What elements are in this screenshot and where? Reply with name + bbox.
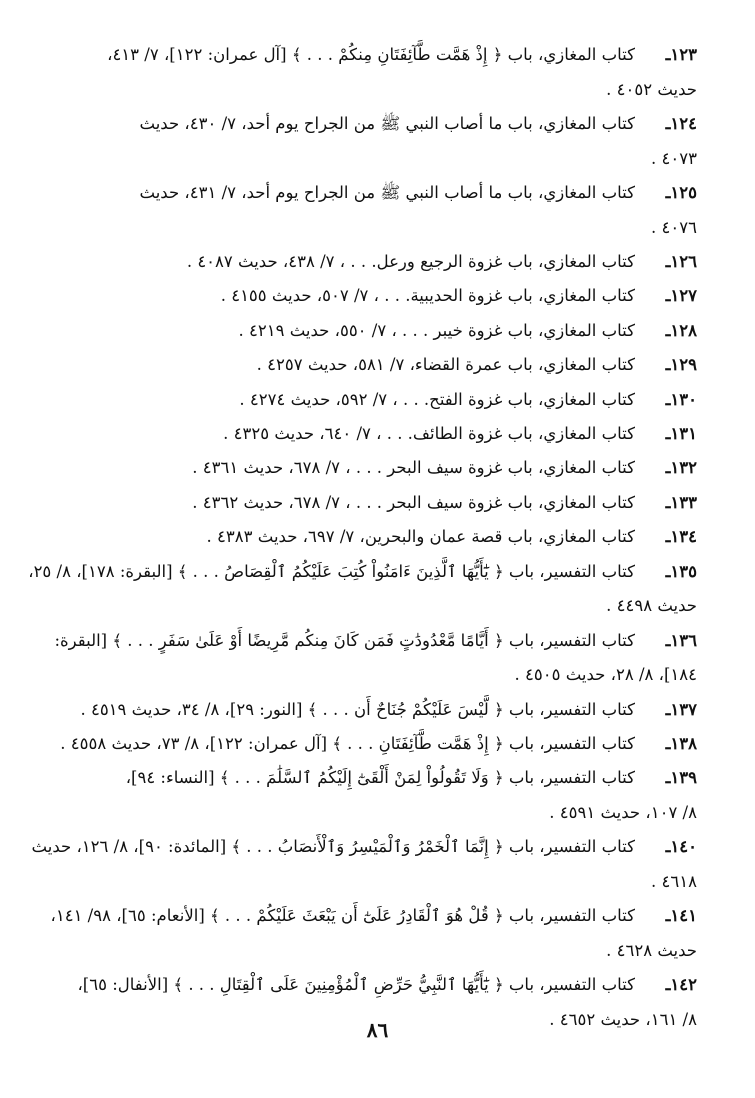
list-item (28, 279, 697, 313)
list-item (28, 417, 697, 451)
entry-text-continued: حديث ٤٤٩٨ . (606, 596, 697, 616)
entry-text-continued: ٨/ ١٠٧، حديث ٤٥٩١ . (549, 802, 697, 822)
list-item (28, 761, 697, 830)
list-item (28, 693, 697, 727)
list-item (28, 899, 697, 968)
entry-number: ١٣١ـ (665, 424, 697, 444)
entry-text: كتاب المغازي، باب ما أصاب النبي ﷺ من الجراح يوم أحد، ٧/ ٤٣١، حديث (139, 183, 635, 202)
entry-number: ١٢٨ـ (665, 320, 697, 340)
entry-text: كتاب التفسير، باب ﴿ أَيَّامًا مَّعْدُودَٰتٍ فَمَن كَانَ مِنكُم مَّرِيضًا أَوْ عَلَىٰ سَفَرٍ . . . ﴾ [البقرة: (54, 630, 635, 650)
entry-number: ١٢٣ـ (665, 45, 697, 64)
page-number: ٨٦ (366, 1018, 389, 1042)
list-item (28, 348, 697, 382)
list-item (28, 451, 697, 485)
list-item (28, 624, 697, 693)
list-item (28, 555, 697, 624)
list-item (28, 176, 697, 245)
entry-text-continued: ٤٠٧٣ . (651, 148, 697, 168)
entry-text: كتاب التفسير، باب ﴿ يَٰٓأَيُّهَا ٱلَّذِينَ ءَامَنُواْ كُتِبَ عَلَيْكُمُ ٱلْقِصَاصُ . . . ﴾ [البقرة: ١٧٨]، ٨/ ٢٥، (28, 561, 635, 581)
entry-text: كتاب المغازي، باب قصة عمان والبحرين، ٧/ ٦٩٧، حديث ٤٣٨٣ . (206, 527, 635, 547)
entry-text: كتاب المغازي، باب غزوة الرجيع ورعل. . . ، ٧/ ٤٣٨، حديث ٤٠٨٧ . (186, 252, 635, 271)
entry-text: كتاب المغازي، باب غزوة سيف البحر . . . ، ٧/ ٦٧٨، حديث ٤٣٦٢ . (192, 492, 635, 512)
entry-text: كتاب المغازي، باب غزوة الطائف. . . ، ٧/ ٦٤٠، حديث ٤٣٢٥ . (223, 424, 635, 444)
entry-number: ١٤٠ـ (665, 837, 697, 857)
reference-list (28, 38, 697, 1037)
entry-number: ١٣٦ـ (665, 630, 697, 650)
entry-number: ١٤١ـ (665, 906, 697, 926)
list-item (28, 107, 697, 176)
entry-number: ١٣٠ـ (665, 389, 697, 409)
entry-text-continued: ٨/ ١٦١، حديث ٤٦٥٢ . (549, 1009, 697, 1029)
entry-text-continued: حديث ٤٠٥٢ . (606, 79, 697, 99)
entry-text: كتاب التفسير، باب ﴿ إِذْ هَمَّت طَّآئِفَتَانِ . . . ﴾ [آل عمران: ١٢٢]، ٨/ ٧٣، حديث ٤٥٥٨ . (60, 734, 635, 754)
entry-text: كتاب المغازي، باب ﴿ إِذْ هَمَّت طَّآئِفَتَانِ مِنكُمْ . . . ﴾ [آل عمران: ١٢٢]، ٧/ ٤١٣، (107, 45, 635, 64)
entry-text: كتاب التفسير، باب ﴿ إِنَّمَا ٱلْخَمْرُ وَٱلْمَيْسِرُ وَٱلْأَنصَابُ . . . ﴾ [المائدة: ٩٠]، ٨/ ١٢٦، حديث (31, 837, 635, 857)
entry-text: كتاب التفسير، باب ﴿ قُلْ هُوَ ٱلْقَادِرُ عَلَىٰٓ أَن يَبْعَثَ عَلَيْكُمْ . . . ﴾ [الأنعام: ٦٥]، ٩٨/ ١٤١، (50, 906, 635, 926)
entry-text: كتاب المغازي، باب ما أصاب النبي ﷺ من الجراح يوم أحد، ٧/ ٤٣٠، حديث (139, 114, 635, 133)
entry-text: كتاب التفسير، باب ﴿ يَٰٓأَيُّهَا ٱلنَّبِيُّ حَرِّضِ ٱلْمُؤْمِنِينَ عَلَى ٱلْقِتَالِ . . . ﴾ [الأنفال: ٦٥]، (77, 975, 635, 995)
entry-text: كتاب التفسير، باب ﴿ وَلَا تَقُولُواْ لِمَنْ أَلْقَىٰٓ إِلَيْكُمُ ٱلسَّلَٰمَ . . . ﴾ [النساء: ٩٤]، (125, 768, 635, 788)
entry-text-continued: ١٨٤]، ٨/ ٢٨، حديث ٤٥٠٥ . (514, 665, 697, 685)
list-item (28, 245, 697, 279)
list-item (28, 520, 697, 554)
list-item (28, 727, 697, 761)
list-item (28, 830, 697, 899)
entry-text-continued: ٤٦١٨ . (651, 871, 697, 891)
entry-text-continued: حديث ٤٦٢٨ . (606, 940, 697, 960)
entry-text: كتاب المغازي، باب عمرة القضاء، ٧/ ٥٨١، حديث ٤٢٥٧ . (256, 355, 635, 375)
entry-number: ١٣٨ـ (665, 734, 697, 754)
entry-text: كتاب المغازي، باب غزوة سيف البحر . . . ، ٧/ ٦٧٨، حديث ٤٣٦١ . (192, 458, 635, 478)
entry-number: ١٣٤ـ (665, 527, 697, 547)
entry-text: كتاب المغازي، باب غزوة الحديبية. . . ، ٧/ ٥٠٧، حديث ٤١٥٥ . (220, 286, 635, 306)
entry-text-continued: ٤٠٧٦ . (651, 217, 697, 237)
list-item (28, 38, 697, 107)
entry-number: ١٣٥ـ (665, 561, 697, 581)
entry-number: ١٣٧ـ (665, 699, 697, 719)
entry-number: ١٢٧ـ (665, 286, 697, 306)
list-item (28, 314, 697, 348)
entry-number: ١٤٢ـ (665, 975, 697, 995)
entry-number: ١٣٢ـ (665, 458, 697, 478)
entry-text: كتاب المغازي، باب غزوة خيبر . . . ، ٧/ ٥٥٠، حديث ٤٢١٩ . (238, 320, 635, 340)
entry-number: ١٣٩ـ (665, 768, 697, 788)
entry-text: كتاب التفسير، باب ﴿ لَّيْسَ عَلَيْكُمْ جُنَاحٌ أَن . . . ﴾ [النور: ٢٩]، ٨/ ٣٤، حديث ٤٥١٩ . (80, 699, 635, 719)
entry-number: ١٣٣ـ (665, 492, 697, 512)
list-item (28, 383, 697, 417)
entry-number: ١٢٩ـ (665, 355, 697, 375)
entry-number: ١٢٥ـ (665, 183, 697, 202)
entry-text: كتاب المغازي، باب غزوة الفتح. . . ، ٧/ ٥٩٢، حديث ٤٢٧٤ . (239, 389, 635, 409)
entry-number: ١٢٤ـ (665, 114, 697, 133)
list-item (28, 486, 697, 520)
entry-number: ١٢٦ـ (665, 252, 697, 271)
